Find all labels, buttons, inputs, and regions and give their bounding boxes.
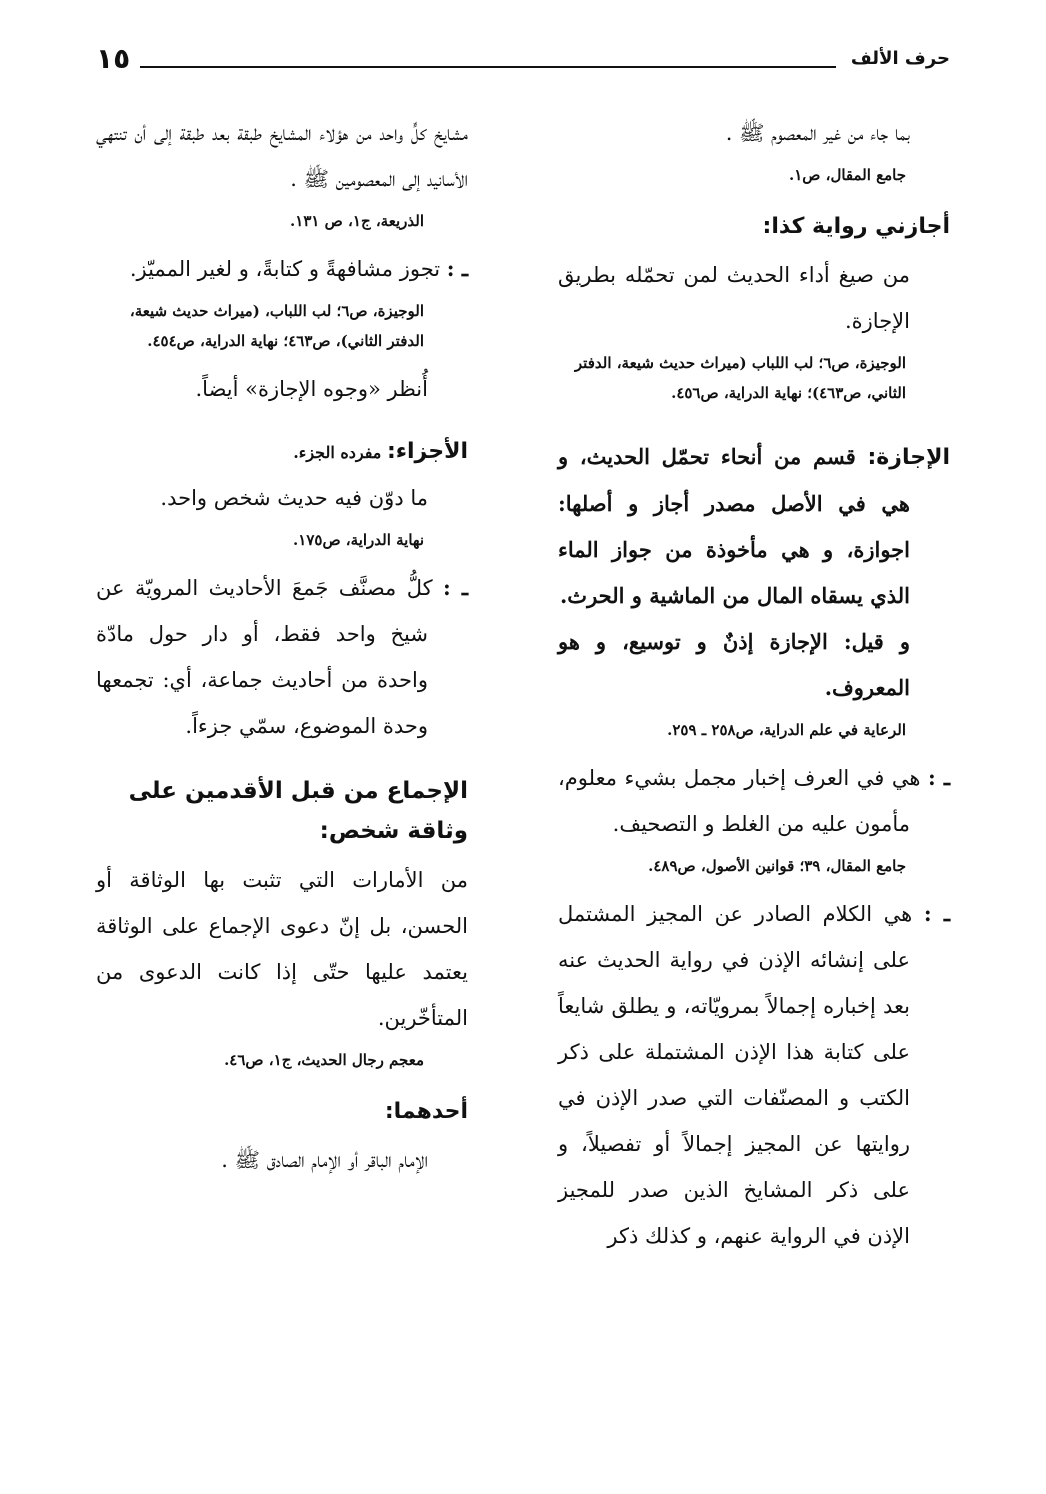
- entry-subnote: مفرده الجزء.: [293, 443, 387, 462]
- paragraph: من الأمارات التي تثبت بها الوثاقة أو الحسن، بل إنّ دعوى الإجماع على الوثاقة يعتمد عليها حتّى إذا كانت الدعوى من المتأخّرين.: [96, 868, 468, 1030]
- running-title: حرف الألف: [850, 48, 950, 69]
- entry-paragraph: [558, 434, 950, 619]
- entry-definition: قسم من أنحاء تحمّل الحديث، و هي في الأصل مصدر أجاز و أصلها: اجوازة، و هي مأخوذة من جواز الماء الذي يسقاه المال من الماشية و الحرث.: [558, 444, 910, 608]
- paragraph: و قيل: الإجازة إذنٌ و توسيع، و هو المعروف.: [558, 629, 910, 700]
- paragraph: بما جاء من غير المعصوم ﷺ .: [725, 121, 910, 145]
- paragraph: من صيغ أداء الحديث لمن تحمّله بطريق الإجازة.: [558, 263, 910, 333]
- entry-paragraph: [96, 428, 468, 475]
- definition-paragraph: [558, 891, 950, 1259]
- source-citation: الذريعة، ج١، ص ١٣١.: [290, 212, 424, 230]
- entry-heading: أجازني رواية كذا:: [762, 214, 950, 239]
- source-citation: نهاية الدراية، ص١٧٥.: [293, 531, 424, 549]
- right-column: [558, 110, 950, 1259]
- definition-text: كلُّ مصنَّف جَمعَ الأحاديث المرويّة عن شيخ واحد فقط، أو دار حول مادّة واحدة من أحاديث جماعة، أي: تجمعها وحدة الموضوع، سمّي جزءاً.: [96, 576, 444, 738]
- source-citation: الرعاية في علم الدراية، ص٢٥٨ ـ ٢٥٩.: [667, 721, 906, 739]
- paragraph: الإمام الباقر أو الإمام الصادق ﷺ .: [221, 1148, 428, 1172]
- dash-marker: ـ :: [443, 575, 468, 600]
- definition-text: هي في العرف إخبار مجمل بشيء معلوم، مأمون عليه من الغلط و التصحيف.: [558, 766, 928, 836]
- definition-paragraph: [96, 246, 468, 292]
- entry-term: الأجزاء:: [386, 439, 468, 464]
- page-number: ١٥: [96, 42, 131, 75]
- source-citation: معجم رجال الحديث، ج١، ص٤٦.: [224, 1051, 424, 1069]
- definition-text: هي الكلام الصادر عن المجيز المشتمل على إنشائه الإذن في رواية الحديث عنه بعد إخباره إجمالاً بمرويّاته، و يطلق شايعاً على كتابة هذا الإذن المشتملة على ذكر الكتب و المصنّفات التي صدر الإذن في روايتها عن المجيز إجمالاً أو تفصيلاً، و على ذكر المشايخ الذين صدر للمجيز الإذن في الرواية عنهم، و كذلك ذكر: [558, 902, 924, 1248]
- source-citation: جامع المقال، ص١.: [788, 166, 906, 184]
- dash-marker: ـ :: [927, 765, 950, 790]
- cross-reference: أُنظر «وجوه الإجازة» أيضاً.: [195, 377, 428, 401]
- source-citation: الوجيزة، ص٦؛ لب اللباب، (ميراث حديث شيعة، الدفتر الثاني)، ص٤٦٣؛ نهاية الدراية، ص٤٥٤.: [129, 302, 424, 350]
- paragraph: ما دوّن فيه حديث شخص واحد.: [160, 486, 428, 510]
- definition-paragraph: [96, 565, 468, 749]
- definition-text: تجوز مشافهةً و كتابةً، و لغير المميّز.: [129, 257, 447, 281]
- dash-marker: ـ :: [446, 256, 468, 281]
- entry-heading: أحدهما:: [384, 1099, 468, 1124]
- dash-marker: ـ :: [923, 901, 951, 926]
- left-column: [96, 110, 468, 1183]
- entry-heading: الإجماع من قبل الأقدمين على وثاقة شخص:: [128, 778, 468, 844]
- header-rule: [140, 66, 836, 68]
- source-citation: الوجيزة، ص٦؛ لب اللباب (ميراث حديث شيعة، الدفتر الثاني، ص٤٦٣)؛ نهاية الدراية، ص٤٥٦.: [574, 354, 906, 402]
- definition-paragraph: [558, 755, 950, 847]
- paragraph: مشايخ كلٍّ واحد من هؤلاء المشايخ طبقة بعد طبقة إلى أن تنتهي الأسانيد إلى المعصومين ﷺ .: [96, 121, 468, 191]
- source-citation: جامع المقال، ٣٩؛ قوانين الأصول، ص٤٨٩.: [648, 857, 906, 875]
- entry-term: الإجازة:: [867, 445, 950, 470]
